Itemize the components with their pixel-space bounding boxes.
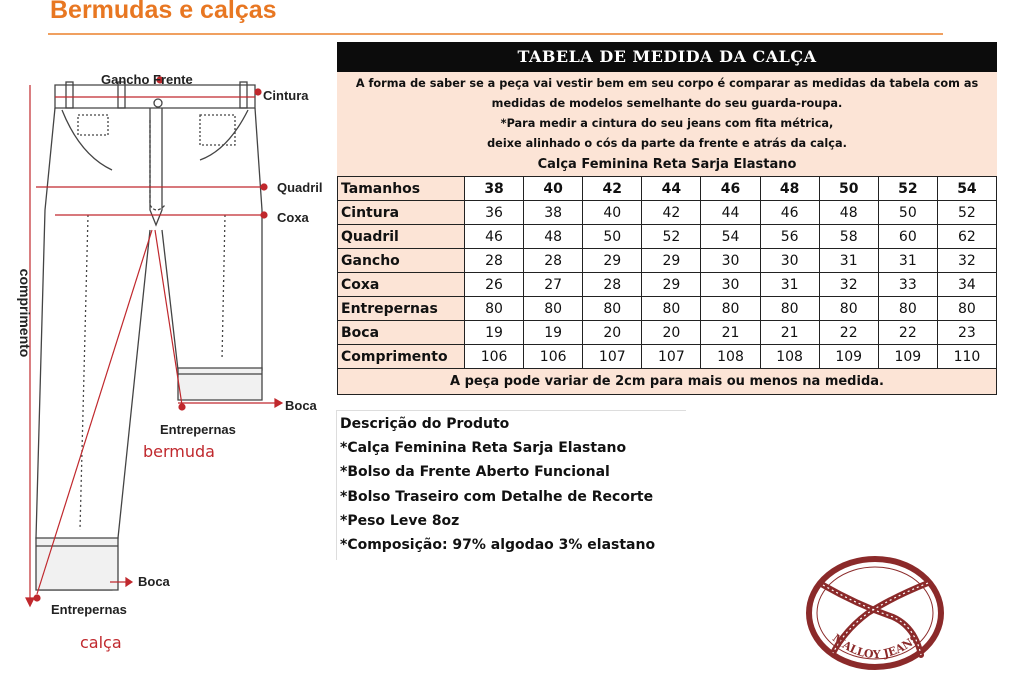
row-label: Gancho — [338, 249, 465, 273]
label-quadril: Quadril — [277, 180, 323, 195]
measurement-cell: 28 — [524, 249, 583, 273]
row-label: Quadril — [338, 225, 465, 249]
measurement-cell: 40 — [583, 201, 642, 225]
page-title: Bermudas e calças — [50, 0, 277, 24]
table-row — [338, 249, 997, 273]
measurement-cell: 31 — [760, 273, 819, 297]
size-cell: 54 — [937, 177, 996, 201]
jeans-diagram — [0, 60, 335, 620]
measurement-cell: 60 — [878, 225, 937, 249]
measurement-cell: 20 — [583, 321, 642, 345]
measurement-cell: 31 — [878, 249, 937, 273]
measurement-cell: 48 — [524, 225, 583, 249]
measurement-cell: 32 — [819, 273, 878, 297]
measurement-cell: 108 — [760, 345, 819, 369]
label-boca-calca: Boca — [138, 574, 170, 589]
description-item: *Bolso da Frente Aberto Funcional — [340, 464, 610, 481]
table-row — [338, 345, 997, 369]
row-label: Tamanhos — [338, 177, 465, 201]
measurement-cell: 58 — [819, 225, 878, 249]
row-label: Comprimento — [338, 345, 465, 369]
size-table-intro — [337, 72, 997, 154]
size-header-row — [338, 177, 997, 201]
measurement-cell: 36 — [465, 201, 524, 225]
size-table-title: TABELA DE MEDIDA DA CALÇA — [337, 42, 997, 72]
measurement-cell: 21 — [701, 321, 760, 345]
measurement-cell: 107 — [583, 345, 642, 369]
measurement-cell: 110 — [937, 345, 996, 369]
measurement-cell: 80 — [819, 297, 878, 321]
size-cell: 50 — [819, 177, 878, 201]
measurement-cell: 30 — [701, 249, 760, 273]
measurement-cell: 29 — [642, 249, 701, 273]
label-gancho-frente: Gancho Frente — [101, 72, 193, 87]
label-comprimento: comprimento — [17, 268, 33, 358]
measurement-cell: 80 — [760, 297, 819, 321]
measurement-cell: 38 — [524, 201, 583, 225]
measurement-cell: 28 — [465, 249, 524, 273]
measurement-cell: 29 — [583, 249, 642, 273]
measurement-cell: 20 — [642, 321, 701, 345]
measurement-cell: 34 — [937, 273, 996, 297]
intro-line: A forma de saber se a peça vai vestir bem em seu corpo é comparar as medidas da tabela com as — [355, 77, 979, 90]
measurement-cell: 50 — [583, 225, 642, 249]
measurement-cell: 52 — [937, 201, 996, 225]
description-item: *Bolso Traseiro com Detalhe de Recorte — [340, 488, 654, 505]
measurement-cell: 19 — [465, 321, 524, 345]
row-label: Entrepernas — [338, 297, 465, 321]
title-divider — [48, 33, 943, 35]
measurement-cell: 80 — [524, 297, 583, 321]
measurement-cell: 48 — [819, 201, 878, 225]
description-item: *Calça Feminina Reta Sarja Elastano — [340, 440, 627, 457]
size-table — [337, 42, 997, 395]
table-row — [338, 297, 997, 321]
measurement-cell: 22 — [878, 321, 937, 345]
measurement-cell: 56 — [760, 225, 819, 249]
measurement-cell: 21 — [760, 321, 819, 345]
row-label: Cintura — [338, 201, 465, 225]
table-row — [338, 321, 997, 345]
label-coxa: Coxa — [277, 210, 309, 225]
malloy-jeans-logo — [803, 555, 948, 680]
measurement-cell: 50 — [878, 201, 937, 225]
intro-line: *Para medir a cintura do seu jeans com fita métrica, — [500, 117, 834, 130]
size-cell: 52 — [878, 177, 937, 201]
measurement-cell: 52 — [642, 225, 701, 249]
measurement-cell: 33 — [878, 273, 937, 297]
measurement-cell: 80 — [937, 297, 996, 321]
size-table-footer: A peça pode variar de 2cm para mais ou menos na medida. — [337, 369, 997, 395]
table-row — [338, 225, 997, 249]
label-cintura: Cintura — [263, 88, 309, 103]
intro-line: deixe alinhado o cós da parte da frente e atrás da calça. — [487, 137, 847, 150]
label-bermuda: bermuda — [143, 442, 215, 461]
size-grid — [337, 176, 997, 369]
measurement-cell: 29 — [642, 273, 701, 297]
product-description — [340, 412, 655, 557]
description-divider — [336, 410, 686, 411]
intro-line: medidas de modelos semelhante do seu guarda-roupa. — [491, 97, 843, 110]
measurement-cell: 109 — [878, 345, 937, 369]
size-cell: 42 — [583, 177, 642, 201]
measurement-cell: 80 — [878, 297, 937, 321]
table-row — [338, 201, 997, 225]
description-item: *Peso Leve 8oz — [340, 512, 460, 529]
size-cell: 40 — [524, 177, 583, 201]
measurement-cell: 108 — [701, 345, 760, 369]
size-cell: 48 — [760, 177, 819, 201]
measurement-cell: 27 — [524, 273, 583, 297]
size-cell: 46 — [701, 177, 760, 201]
label-calca: calça — [80, 633, 122, 652]
description-item: *Composição: 97% algodao 3% elastano — [340, 536, 656, 553]
measurement-cell: 44 — [701, 201, 760, 225]
measurement-cell: 80 — [642, 297, 701, 321]
measurement-cell: 31 — [819, 249, 878, 273]
measurement-cell: 107 — [642, 345, 701, 369]
table-row — [338, 273, 997, 297]
measurement-cell: 46 — [465, 225, 524, 249]
label-entrepernas-bermuda: Entrepernas — [160, 422, 236, 437]
measurement-cell: 80 — [465, 297, 524, 321]
size-cell: 44 — [642, 177, 701, 201]
measurement-cell: 42 — [642, 201, 701, 225]
measurement-cell: 80 — [583, 297, 642, 321]
row-label: Boca — [338, 321, 465, 345]
measurement-cell: 26 — [465, 273, 524, 297]
measurement-cell: 106 — [524, 345, 583, 369]
measurement-cell: 46 — [760, 201, 819, 225]
label-entrepernas-calca: Entrepernas — [51, 602, 127, 617]
measurement-cell: 23 — [937, 321, 996, 345]
measurement-cell: 30 — [760, 249, 819, 273]
measurement-cell: 19 — [524, 321, 583, 345]
measurement-cell: 54 — [701, 225, 760, 249]
size-table-subtitle: Calça Feminina Reta Sarja Elastano — [337, 154, 997, 176]
measurement-cell: 22 — [819, 321, 878, 345]
description-vertical-divider — [336, 410, 337, 560]
measurement-cell: 28 — [583, 273, 642, 297]
size-cell: 38 — [465, 177, 524, 201]
measurement-cell: 32 — [937, 249, 996, 273]
label-boca-bermuda: Boca — [285, 398, 317, 413]
description-heading: Descrição do Produto — [340, 416, 510, 432]
measurement-cell: 109 — [819, 345, 878, 369]
row-label: Coxa — [338, 273, 465, 297]
measurement-cell: 80 — [701, 297, 760, 321]
measurement-cell: 30 — [701, 273, 760, 297]
measurement-cell: 62 — [937, 225, 996, 249]
measurement-cell: 106 — [465, 345, 524, 369]
logo-text: MALLOY JEANS — [829, 631, 922, 662]
